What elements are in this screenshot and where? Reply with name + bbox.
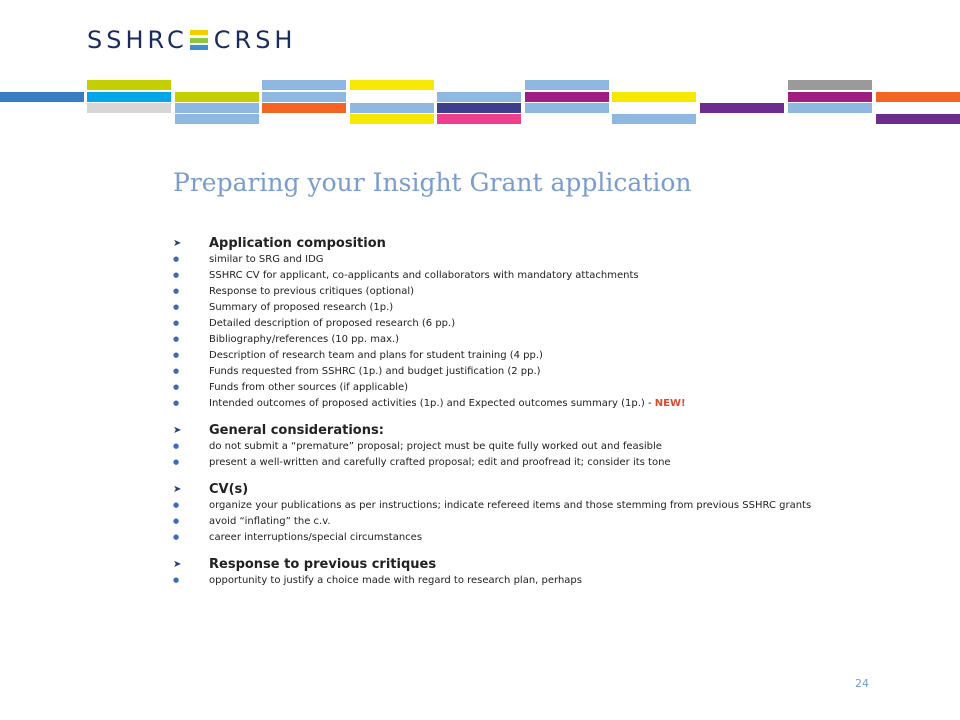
dot-bullet-icon: ● (173, 367, 180, 375)
color-bar (612, 92, 696, 102)
decorative-color-bars (0, 0, 960, 130)
color-bar (350, 103, 434, 113)
section-cvs (173, 480, 813, 543)
color-bar (788, 103, 872, 113)
color-bar (262, 80, 346, 90)
section-heading-text: CV(s) (209, 481, 249, 497)
color-bar (175, 103, 259, 113)
arrow-bullet-icon: ➤ (173, 237, 182, 249)
color-bar (525, 80, 609, 90)
dot-bullet-icon: ● (173, 351, 180, 359)
list-item (173, 366, 813, 377)
color-bar (700, 103, 784, 113)
color-bar (788, 92, 872, 102)
list-item (173, 532, 813, 543)
list-item-text: Detailed description of proposed research (6 pp.) (209, 318, 456, 329)
section-heading (173, 234, 813, 252)
color-bar (876, 92, 960, 102)
section-heading (173, 555, 813, 573)
list-item-text-main: Intended outcomes of proposed activities (1p.) and Expected outcomes summary (1p.) - (209, 398, 652, 409)
list-item-text: similar to SRG and IDG (209, 254, 324, 265)
list-item (173, 382, 813, 393)
list-item-text: Funds from other sources (if applicable) (209, 382, 409, 393)
color-bar (788, 80, 872, 90)
list-item (173, 575, 813, 586)
slide-content (173, 234, 813, 598)
color-bar (437, 103, 521, 113)
list-item-text: Bibliography/references (10 pp. max.) (209, 334, 400, 345)
color-bar (350, 114, 434, 124)
color-bar (87, 80, 171, 90)
color-bar (612, 114, 696, 124)
list-item (173, 254, 813, 265)
list-item-text: Description of research team and plans for student training (4 pp.) (209, 350, 543, 361)
list-item (173, 516, 813, 527)
dot-bullet-icon: ● (173, 255, 180, 263)
color-bar (525, 103, 609, 113)
list-item-text: opportunity to justify a choice made with regard to research plan, perhaps (209, 575, 582, 586)
color-bar (262, 103, 346, 113)
dot-bullet-icon: ● (173, 399, 180, 407)
dot-bullet-icon: ● (173, 501, 180, 509)
section-heading-text: Application composition (209, 235, 386, 251)
list-item (173, 500, 813, 511)
color-bar (87, 92, 171, 102)
slide-title: Preparing your Insight Grant application (173, 168, 692, 197)
page-number: 24 (855, 677, 869, 690)
dot-bullet-icon: ● (173, 517, 180, 525)
dot-bullet-icon: ● (173, 319, 180, 327)
color-bar (437, 92, 521, 102)
color-bar (175, 92, 259, 102)
color-bar (437, 114, 521, 124)
list-item-text: SSHRC CV for applicant, co-applicants and collaborators with mandatory attachments (209, 270, 639, 281)
arrow-bullet-icon: ➤ (173, 424, 182, 436)
dot-bullet-icon: ● (173, 303, 180, 311)
dot-bullet-icon: ● (173, 271, 180, 279)
color-bar (876, 114, 960, 124)
logo-text-left: SSHRC (87, 26, 188, 54)
list-item-text: career interruptions/special circumstances (209, 532, 423, 543)
list-item (173, 318, 813, 329)
color-bar (0, 92, 84, 102)
list-item (173, 334, 813, 345)
section-response-to-critiques (173, 555, 813, 586)
list-item (173, 398, 813, 409)
list-item (173, 270, 813, 281)
list-item-text: Summary of proposed research (1p.) (209, 302, 394, 313)
section-application-composition (173, 234, 813, 409)
logo-text-right: CRSH (213, 26, 297, 54)
color-bar (175, 114, 259, 124)
section-heading (173, 480, 813, 498)
dot-bullet-icon: ● (173, 335, 180, 343)
dot-bullet-icon: ● (173, 287, 180, 295)
arrow-bullet-icon: ➤ (173, 483, 182, 495)
dot-bullet-icon: ● (173, 576, 180, 584)
dot-bullet-icon: ● (173, 383, 180, 391)
section-heading (173, 421, 813, 439)
list-item (173, 457, 813, 468)
list-item (173, 302, 813, 313)
color-bar (262, 92, 346, 102)
new-badge: NEW! (654, 398, 686, 409)
list-item (173, 350, 813, 361)
section-heading-text: Response to previous critiques (209, 556, 437, 572)
dot-bullet-icon: ● (173, 442, 180, 450)
list-item-text (209, 398, 813, 409)
dot-bullet-icon: ● (173, 533, 180, 541)
list-item-text: do not submit a “premature” proposal; project must be quite fully worked out and feasible (209, 441, 662, 452)
list-item (173, 441, 813, 452)
arrow-bullet-icon: ➤ (173, 558, 182, 570)
list-item-text: Funds requested from SSHRC (1p.) and budget justification (2 pp.) (209, 366, 541, 377)
list-item-text: avoid “inflating” the c.v. (209, 516, 331, 527)
color-bar (350, 80, 434, 90)
list-item-text: Response to previous critiques (optional) (209, 286, 414, 297)
color-bar (525, 92, 609, 102)
section-heading-text: General considerations: (209, 422, 384, 438)
dot-bullet-icon: ● (173, 458, 180, 466)
section-general-considerations (173, 421, 813, 468)
list-item (173, 286, 813, 297)
list-item-text: organize your publications as per instructions; indicate refereed items and those stemming from previous SSHRC grants (209, 500, 812, 511)
list-item-text: present a well-written and carefully crafted proposal; edit and proofread it; consider its tone (209, 457, 671, 468)
color-bar (87, 103, 171, 113)
